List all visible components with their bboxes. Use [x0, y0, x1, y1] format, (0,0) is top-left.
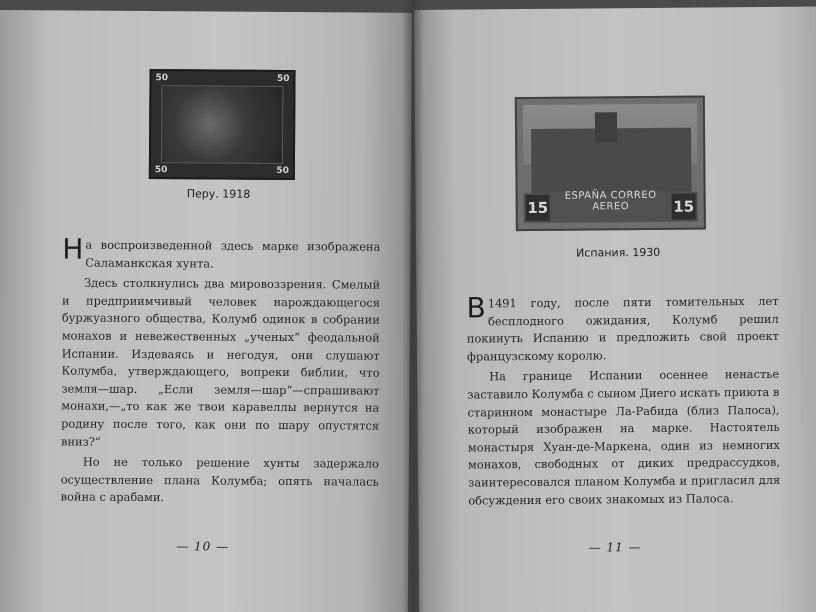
stamp-spain-caption: Испания. 1930: [576, 245, 661, 260]
right-lead-text: 1491 году, после пяти томительных лет бесплодного ожидания, Колумб решил покинуть Испанию и предложить свой проект французскому королю.: [466, 293, 779, 364]
book-gutter-shadow: [402, 0, 424, 612]
stamp-peru-value-bottom-left: 50: [154, 165, 168, 176]
stamp-spain-tower: [595, 112, 617, 142]
right-drop-cap: В: [466, 291, 486, 325]
right-page-body: [466, 293, 780, 513]
left-lead-text: а воспроизведенной здесь марке изображена Саламанкская хунта.: [85, 237, 381, 271]
left-paragraph: Но не только решение хунты задержало осуществление плана Колумба; опять началась война с арабами.: [60, 454, 379, 505]
right-paragraph: На границе Испании осеннее ненастье заставило Колумба с сыном Диего искать приюта в старинном монастыре Ла-Рабида (близ Палоса), который изображен на марке. Настоятель монастыря Хуан-де-Маркена, один из немногих монахов, свободных от диких предрассудков, заинтересовался планом Колумба и пригласил для обсуждения его своих знакомых из Палоса.: [467, 367, 781, 508]
left-page-body: [60, 232, 381, 511]
right-page: [414, 6, 816, 612]
stamp-spain-inscription: ESPAÑA CORREO AEREO: [564, 189, 657, 213]
stamp-peru-value-bottom-right: 50: [276, 165, 289, 177]
left-paragraph: Здесь столкнулись два мировоззрения. Смелый и предприимчивый человек нарождающегося буржуазного общества, Колумб одинок в собрании монахов и невежественных „ученых“ феодальной Испании. Издеваясь и негодуя, они слушают Колумба, утверждающего, вопреки библии, что земля—шар. „Если земля—шар“—спрашивают монахи,—„то как же твои каравеллы вернутся на родину после того, как они по шару опустятся вниз?“: [60, 275, 381, 449]
left-page-number: — 10 —: [176, 539, 230, 554]
left-drop-cap: Н: [62, 232, 84, 266]
stamp-peru-image: [149, 69, 296, 180]
right-lead-paragraph: [466, 293, 779, 366]
stamp-peru-value-top-left: 50: [155, 73, 169, 84]
left-lead-paragraph: [62, 232, 381, 273]
stamp-peru-vignette: [161, 85, 284, 164]
stamp-spain-value-right: 15: [672, 194, 696, 220]
stamp-peru-caption: Перу. 1918: [186, 187, 251, 201]
stamp-spain-value-left: 15: [526, 195, 550, 221]
stamp-spain-image: [515, 95, 706, 231]
stamp-peru-value-top-right: 50: [276, 73, 290, 85]
right-page-number: — 11 —: [588, 540, 642, 555]
left-page: [0, 10, 412, 612]
